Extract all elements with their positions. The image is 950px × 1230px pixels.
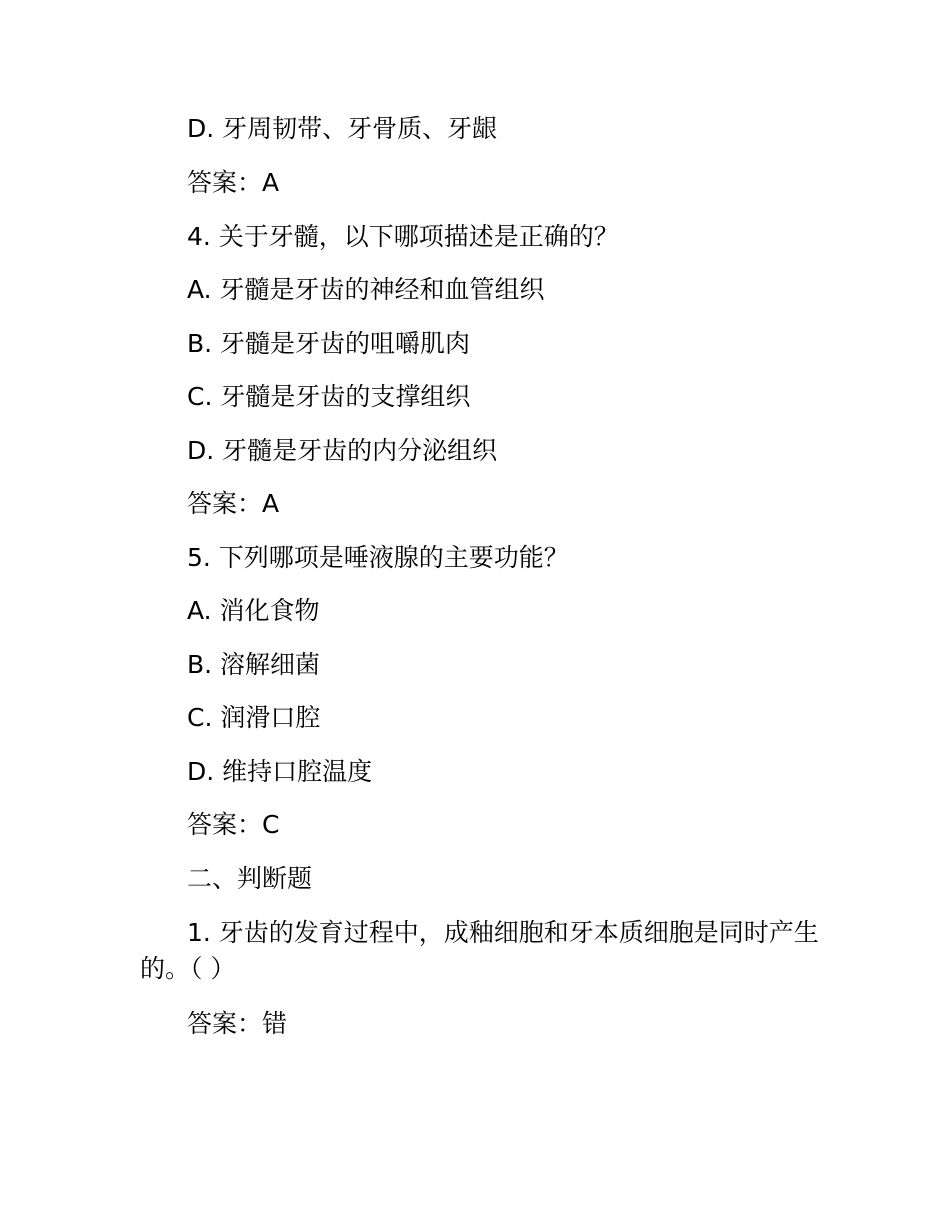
- answer-q3: 答案：A: [187, 168, 280, 197]
- question-5: 5. 下列哪项是唾液腺的主要功能？: [187, 543, 569, 572]
- judgment-question-1: 1. 牙齿的发育过程中，成釉细胞和牙本质细胞是同时产生的。（ ）: [140, 918, 819, 983]
- answer-q5: 答案：C: [187, 810, 280, 839]
- option-c-q4: C. 牙髓是牙齿的支撑组织: [187, 382, 471, 411]
- section-heading-judgment: 二、判断题: [187, 864, 313, 893]
- option-b-q4: B. 牙髓是牙齿的咀嚼肌肉: [187, 329, 471, 358]
- option-a-q5: A. 消化食物: [187, 596, 320, 625]
- answer-q4: 答案：A: [187, 489, 280, 518]
- option-d-q4: D. 牙髓是牙齿的内分泌组织: [187, 436, 498, 465]
- judgment-answer-1: 答案：错: [187, 1009, 288, 1038]
- option-a-q4: A. 牙髓是牙齿的神经和血管组织: [187, 275, 545, 304]
- option-b-q5: B. 溶解细菌: [187, 650, 321, 679]
- option-d-q3: D. 牙周韧带、牙骨质、牙龈: [187, 114, 498, 143]
- option-c-q5: C. 润滑口腔: [187, 703, 321, 732]
- option-d-q5: D. 维持口腔温度: [187, 757, 373, 786]
- question-4: 4. 关于牙髓，以下哪项描述是正确的？: [187, 222, 619, 251]
